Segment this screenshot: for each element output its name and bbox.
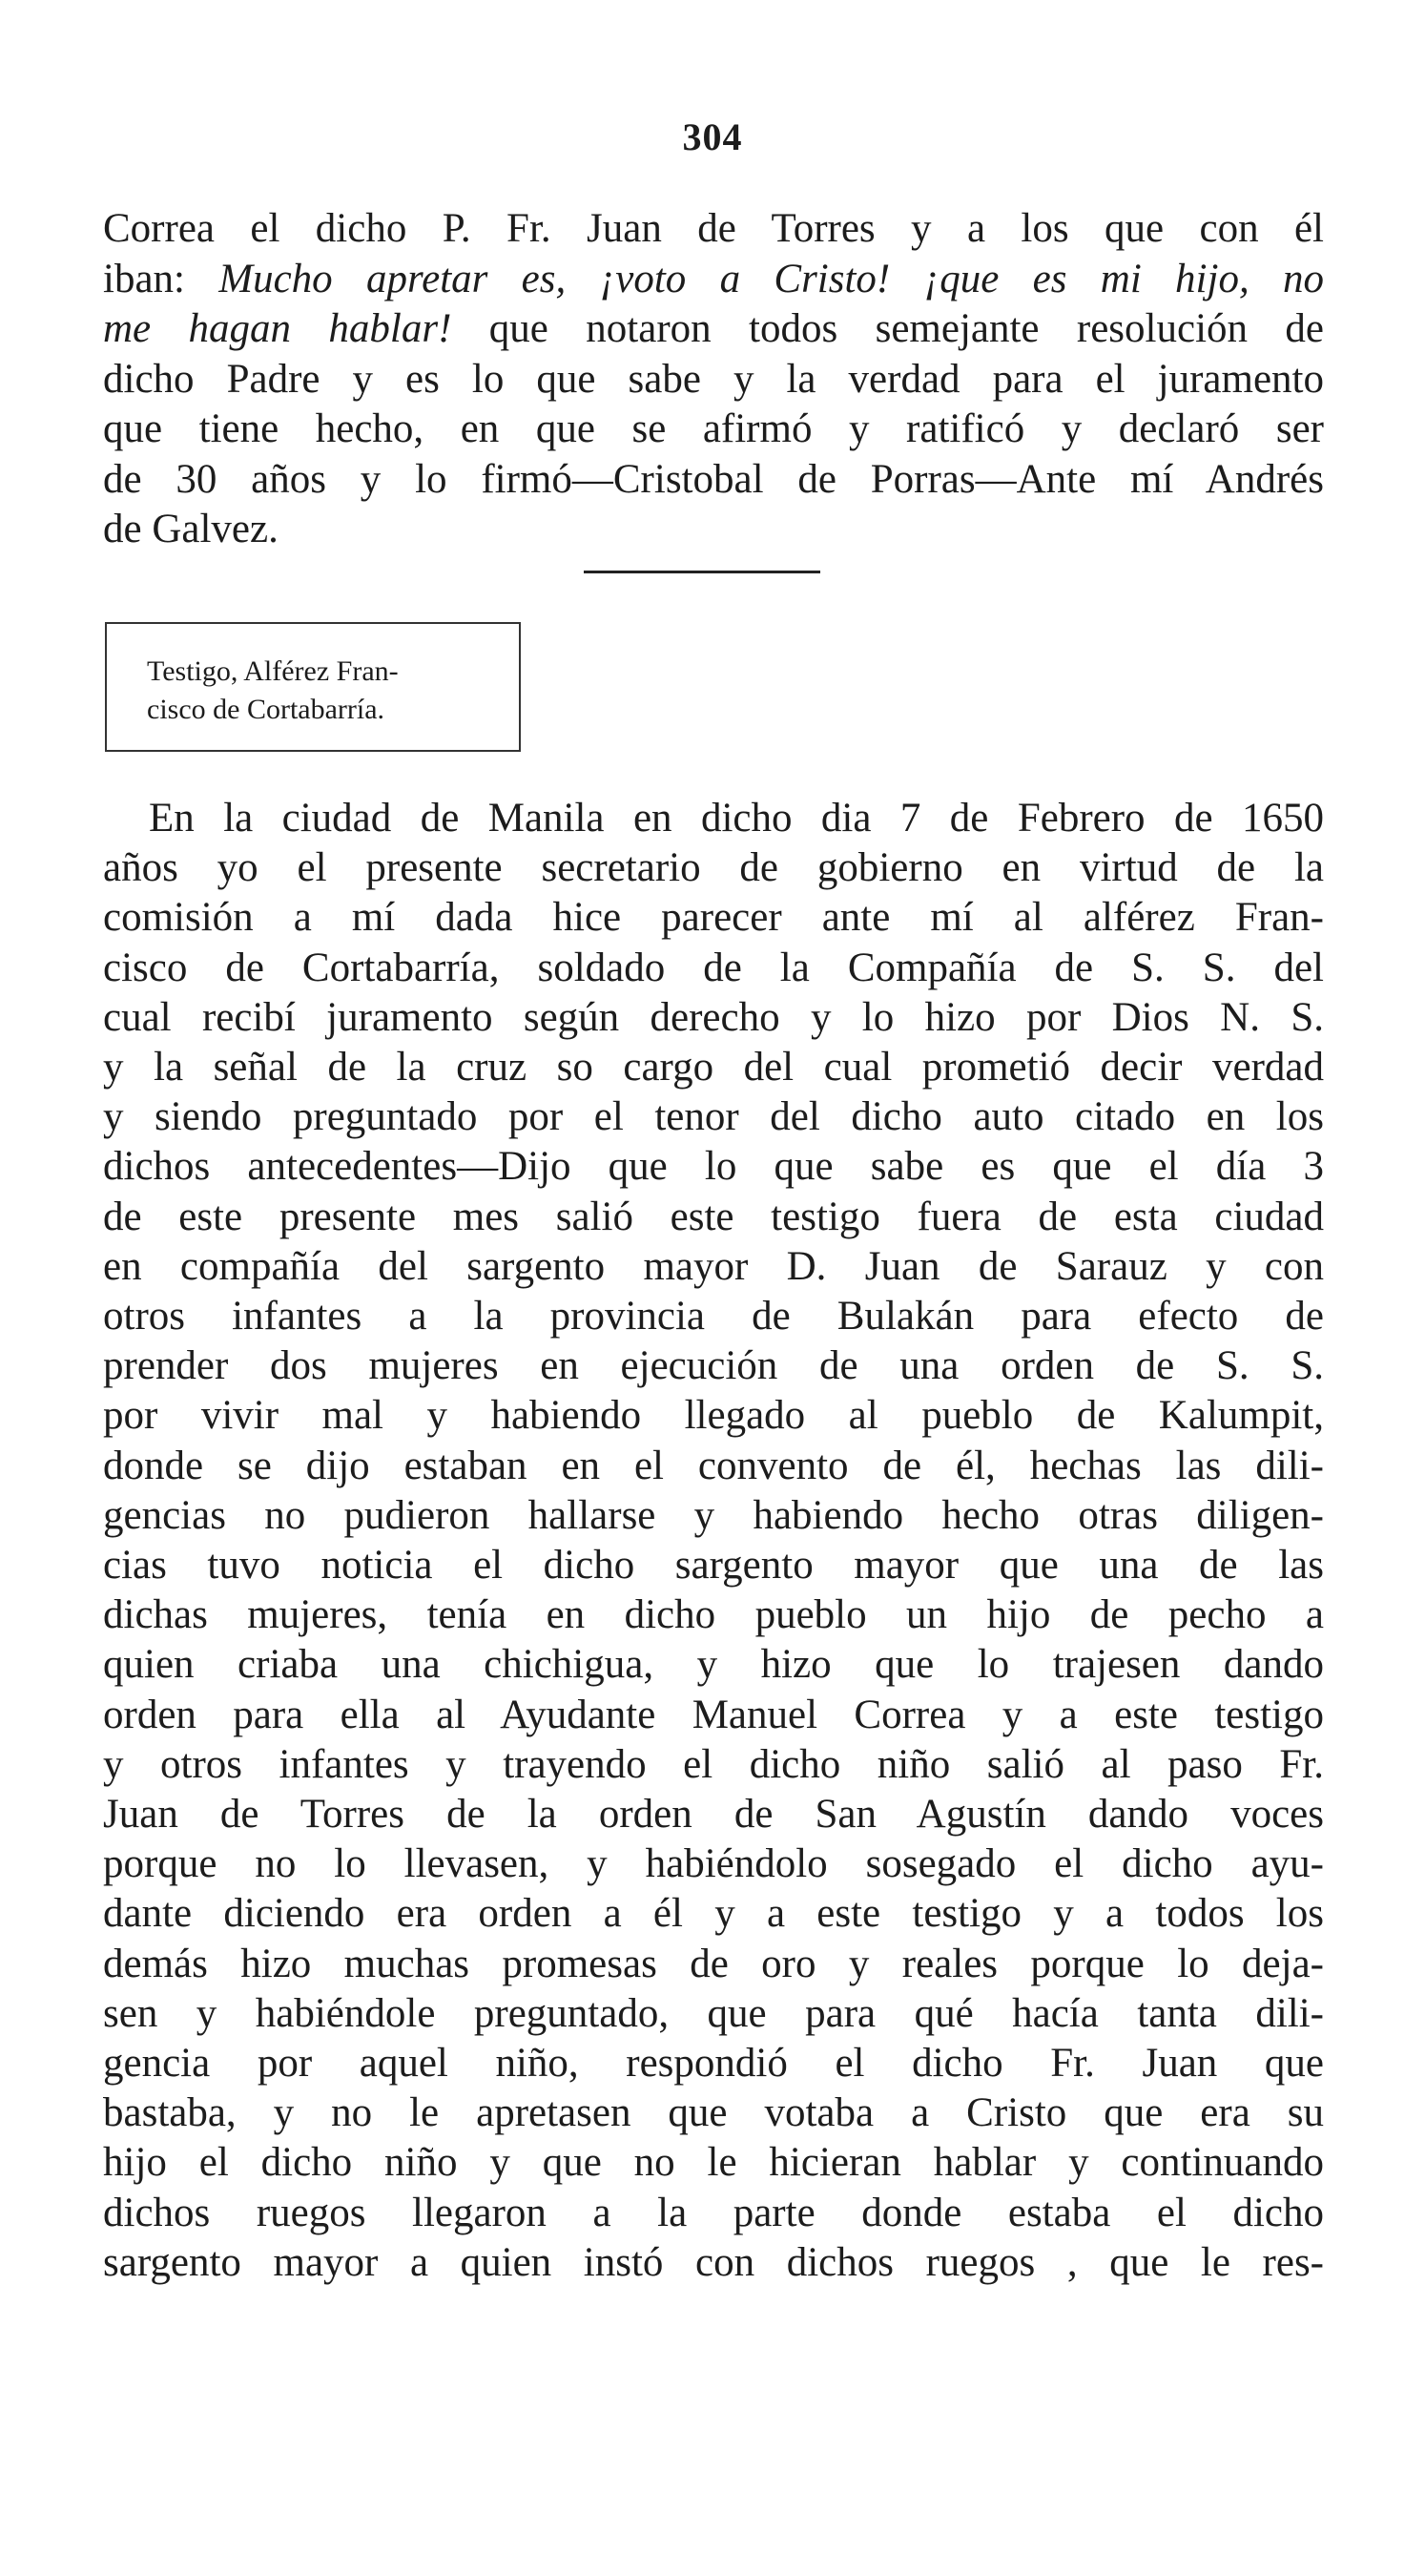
text-line: sen y habiéndole preguntado, que para qué hacía tanta dili- [103,1990,1324,2036]
text-line: dichos antecedentes—Dijo que lo que sabe es que el día 3 [103,1144,1324,1190]
marginal-note-line: cisco de Cortabarría. [147,694,385,725]
text-line: comisión a mí dada hice parecer ante mí al alférez Fran- [103,895,1324,941]
text-line: dante diciendo era orden a él y a este testigo y a todos los [103,1891,1324,1937]
text-line: que tiene hecho, en que se afirmó y ratificó y declaró ser [103,406,1324,451]
text-line: En la ciudad de Manila en dicho dia 7 de Febrero de 1650 [149,796,1324,841]
marginal-note-line: Testigo, Alférez Fran- [147,655,399,687]
text-line: donde se dijo estaban en el convento de él, hechas las dili- [103,1443,1324,1488]
text-line: hijo el dicho niño y que no le hicieran hablar y continuando [103,2140,1324,2186]
text-line: dichas mujeres, tenía en dicho pueblo un hijo de pecho a [103,1592,1324,1638]
text-line: años yo el presente secretario de gobierno en virtud de la [103,845,1324,891]
text-line: quien criaba una chichigua, y hizo que lo trajesen dando [103,1642,1324,1688]
text-line: dichos ruegos llegaron a la parte donde estaba el dicho [103,2190,1324,2235]
text-line: orden para ella al Ayudante Manuel Correa y a este testigo [103,1692,1324,1737]
marginal-note [147,653,502,729]
text-line: bastaba, y no le apretasen que votaba a Cristo que era su [103,2090,1324,2136]
text-line: de 30 años y lo firmó—Cristobal de Porras—Ante mí Andrés [103,456,1324,502]
text-line: iban: Mucho apretar es, ¡voto a Cristo! ¡que es mi hijo, no [103,256,1324,301]
text-line: en compañía del sargento mayor D. Juan de Sarauz y con [103,1243,1324,1289]
text-line: gencias no pudieron hallarse y habiendo hecho otras diligen- [103,1492,1324,1538]
text-line: y otros infantes y trayendo el dicho niño salió al paso Fr. [103,1741,1324,1787]
text-line: por vivir mal y habiendo llegado al pueblo de Kalumpit, [103,1393,1324,1439]
text-line: cual recibí juramento según derecho y lo hizo por Dios N. S. [103,994,1324,1040]
text-line: de Galvez. [103,507,279,551]
marginal-note-box [105,622,521,752]
section-divider [584,571,820,573]
text-line: de este presente mes salió este testigo fuera de esta ciudad [103,1194,1324,1239]
text-line: y siendo preguntado por el tenor del dicho auto citado en los [103,1094,1324,1140]
text-line: porque no lo llevasen, y habiéndolo sosegado el dicho ayu- [103,1841,1324,1887]
text-line: prender dos mujeres en ejecución de una orden de S. S. [103,1343,1324,1389]
text-line: demás hizo muchas promesas de oro y reales porque lo deja- [103,1941,1324,1986]
text-line: y la señal de la cruz so cargo del cual prometió decir verdad [103,1045,1324,1091]
page-number: 304 [682,115,743,158]
text-line: Juan de Torres de la orden de San Agustín dando voces [103,1792,1324,1838]
text-line: otros infantes a la provincia de Bulakán para efecto de [103,1294,1324,1340]
text-line: Correa el dicho P. Fr. Juan de Torres y a los que con él [103,206,1324,251]
text-line: cisco de Cortabarría, soldado de la Compañía de S. S. del [103,945,1324,990]
paragraph-continuation [103,204,1324,555]
text-line: sargento mayor a quien instó con dichos ruegos , que le res- [103,2239,1324,2285]
text-line: cias tuvo noticia el dicho sargento mayor que una de las [103,1543,1324,1589]
testimony-paragraph [103,794,1324,2288]
text-line: dicho Padre y es lo que sabe y la verdad para el juramento [103,356,1324,402]
text-line: gencia por aquel niño, respondió el dicho Fr. Juan que [103,2041,1324,2087]
text-line: me hagan hablar! que notaron todos semejante resolución de [103,306,1324,351]
